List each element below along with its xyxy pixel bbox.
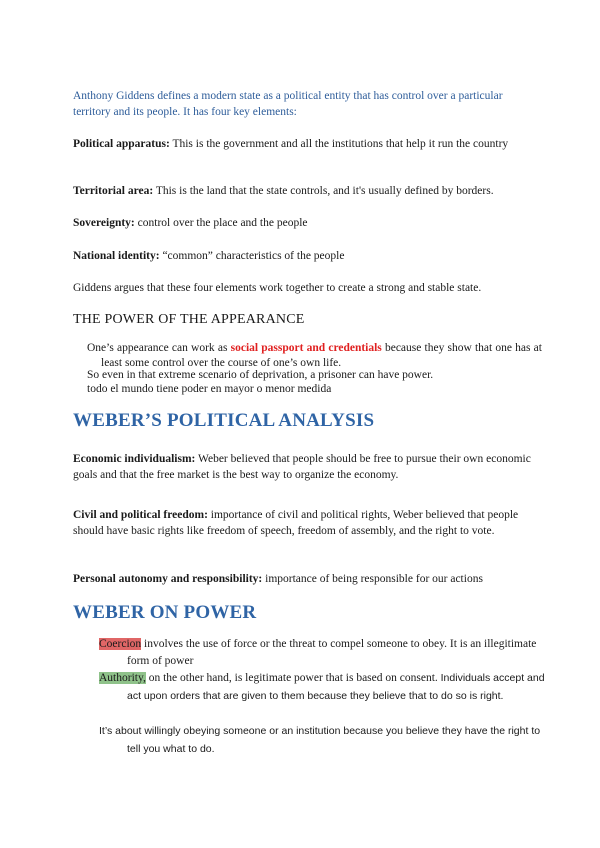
personal-autonomy (73, 571, 533, 587)
definition: importance of civil and political rights, Weber believed that people should have basic rights like freedom of speech, freedom of assembly, and the right to vote. (73, 509, 519, 537)
coercion-highlight: Coercion (99, 638, 142, 650)
authority-text-sans: Individuals accept and act upon orders that are given to them because they believe that to do so is right. (127, 672, 545, 702)
authority-paragraph (99, 670, 547, 705)
definition: This is the land that the state controls, and it's usually defined by borders. (153, 185, 494, 197)
definition: importance of being responsible for our actions (262, 573, 483, 585)
term: Political apparatus: (73, 138, 170, 150)
authority-text: on the other hand, is legitimate power that is based on consent. (145, 672, 441, 684)
definition: This is the government and all the institutions that help it run the country (169, 138, 509, 150)
appearance-text: One’s appearance can work as (87, 342, 231, 354)
spanish-line: todo el mundo tiene poder en mayor o menor medida (87, 383, 332, 395)
appearance-text-end: because they show that one has at least some control over the course of one’s own life. (101, 342, 542, 369)
term: Sovereignty: (73, 217, 135, 229)
element-territorial-area (73, 183, 533, 199)
definition: “common” characteristics of the people (159, 250, 345, 262)
term: Territorial area: (73, 185, 154, 197)
weber-power-heading: WEBER ON POWER (73, 602, 257, 623)
element-national-identity (73, 248, 533, 264)
term: Economic individualism: (73, 453, 196, 465)
term: Civil and political freedom: (73, 509, 208, 521)
willing-obey-paragraph: It’s about willingly obeying someone or an institution because you believe they have the right to tell you what to do. (99, 725, 541, 755)
weber-analysis-heading: WEBER’S POLITICAL ANALYSIS (73, 410, 375, 431)
element-political-apparatus (73, 136, 533, 152)
appearance-paragraph (87, 341, 542, 371)
coercion-text: involves the use of force or the threat to compel someone to obey. It is an illegitimate form of power (127, 638, 537, 667)
coercion-paragraph (99, 636, 547, 670)
element-sovereignty (73, 215, 533, 231)
economic-individualism (73, 451, 533, 483)
term: Personal autonomy and responsibility: (73, 573, 263, 585)
term: National identity: (73, 250, 160, 262)
civil-political-freedom (73, 507, 533, 539)
power-appearance-heading: THE POWER OF THE APPEARANCE (73, 312, 305, 327)
intro-paragraph: Anthony Giddens defines a modern state as a political entity that has control over a particular territory and its people. It has four key elements: (73, 90, 503, 118)
authority-highlight: Authority, (99, 672, 146, 684)
giddens-argues: Giddens argues that these four elements work together to create a strong and stable state. (73, 282, 482, 294)
prisoner-line: So even in that extreme scenario of deprivation, a prisoner can have power. (87, 369, 434, 381)
social-passport-highlight: social passport and credentials (230, 342, 382, 354)
definition: control over the place and the people (134, 217, 308, 229)
definition: Weber believed that people should be free to pursue their own economic goals and that the free market is the best way to organize the economy. (73, 453, 531, 481)
